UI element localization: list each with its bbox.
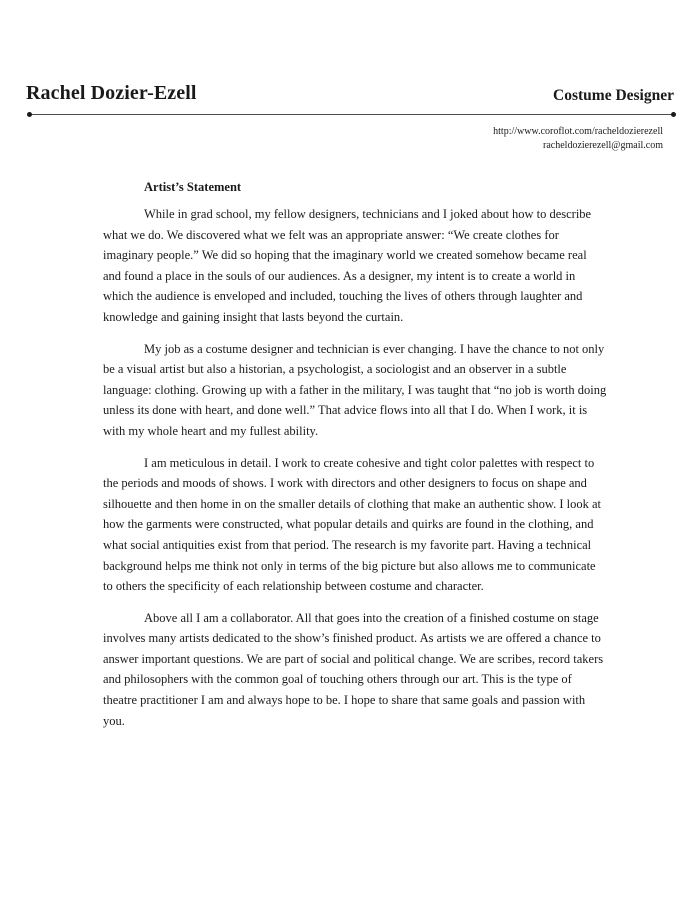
artist-statement [103,180,607,742]
email-link[interactable]: racheldozierezell@gmail.com [543,139,663,151]
divider-left-dot [27,112,32,117]
job-title: Costume Designer [553,87,674,104]
statement-paragraph: I am meticulous in detail. I work to create cohesive and tight color palettes with respect to the periods and moods of shows. I work with directors and other designers to focus on shape and silhouette and then home in on the smaller details of clothing that make an authentic show. I look at how the garments were constructed, what popular details and quirks are found in the clothing, and what social antiquities exist from that period. The research is my favorite part. Having a technical background helps me think not only in terms of the big picture but also allows me to communicate to others the specificity of each relationship between costume and character. [103,455,602,594]
statement-paragraph: While in grad school, my fellow designers, technicians and I joked about how to describe what we do. We discovered what we felt was an appropriate answer: “We create clothes for imaginary people.” We did so hoping that the imaginary world we created somehow became real and found a place in the souls of our audiences. As a designer, my intent is to create a world in which the audience is enveloped and included, touching the lives of others through laughter and knowledge and gaining insight that lasts beyond the curtain. [103,207,592,324]
statement-title: Artist’s Statement [144,180,242,194]
divider-right-dot [671,112,676,117]
contact-block [493,125,663,152]
resume-header [26,82,674,118]
header-divider [28,114,674,115]
statement-paragraph: Above all I am a collaborator. All that goes into the creation of a finished costume on stage involves many artists dedicated to the show’s finished product. As artists we are offered a chance to answer important questions. We are part of social and political change. We are scribes, record takers and philosophers with the common goal of touching others through our art. This is the type of theatre practitioner I am and always hope to be. I hope to share that same goals and passion with you. [103,610,604,728]
statement-paragraph: My job as a costume designer and technician is ever changing. I have the chance to not only be a visual artist but also a historian, a psychologist, a sociologist and an observer in a subtle language: clothing. Growing up with a father in the military, I was taught that “no job is worth doing unless its done with heart, and done well.” That advice flows into all that I do. When I work, it is with my whole heart and my fullest ability. [103,341,607,438]
website-link[interactable]: http://www.coroflot.com/racheldozierezell [493,126,663,137]
designer-name: Rachel Dozier-Ezell [26,82,197,104]
